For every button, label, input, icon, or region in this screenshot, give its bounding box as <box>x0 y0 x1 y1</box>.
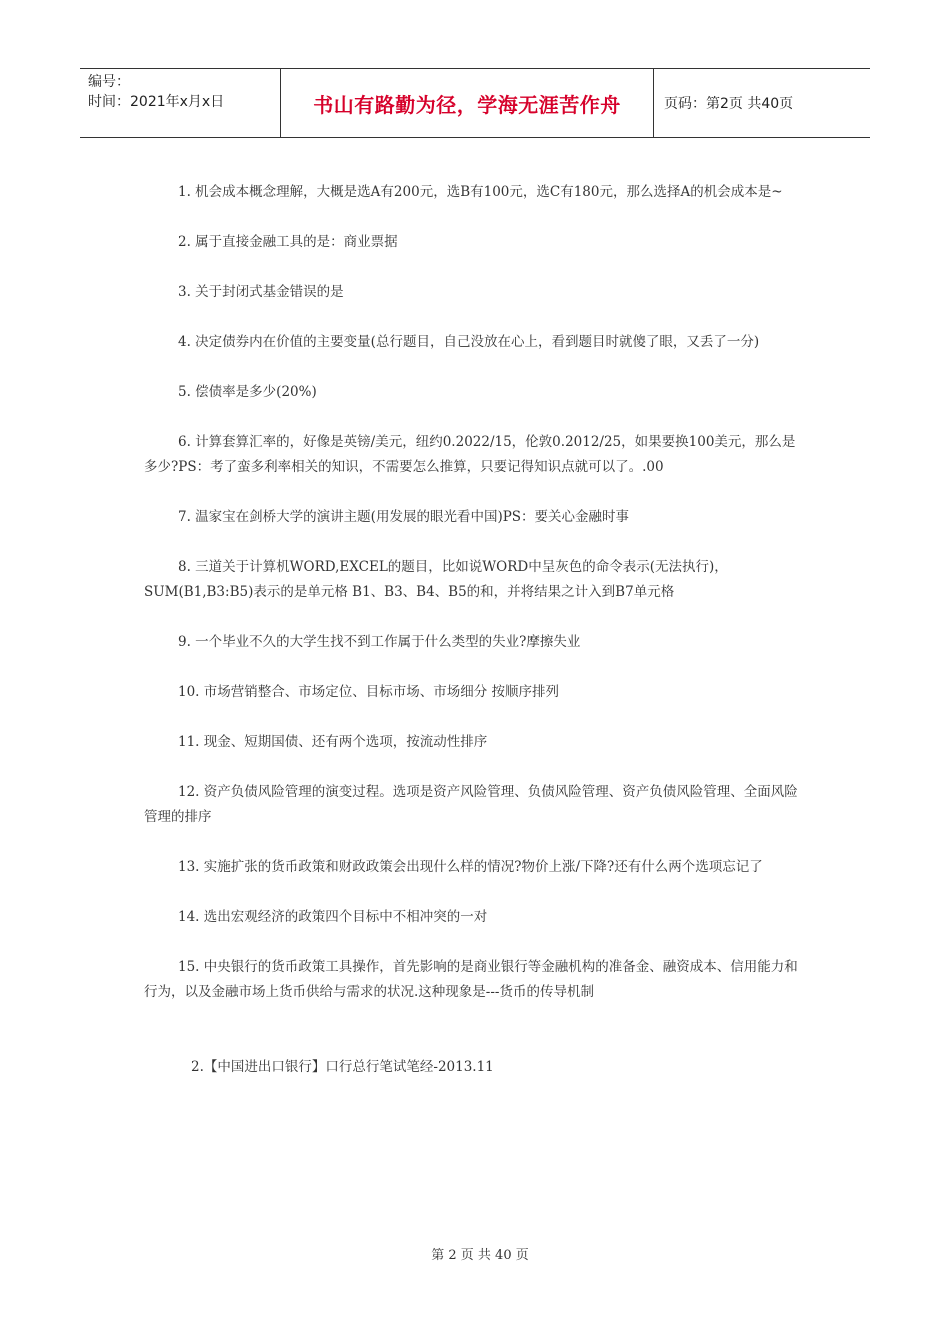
question-item: 3. 关于封闭式基金错误的是 <box>178 284 344 300</box>
page-header <box>80 68 870 138</box>
header-motto: 书山有路勤为径，学海无涯苦作舟 <box>281 69 654 137</box>
question-item: 10. 市场营销整合、市场定位、目标市场、市场细分 按顺序排列 <box>178 684 560 700</box>
question-item: 15. 中央银行的货币政策工具操作，首先影响的是商业银行等金融机构的准备金、融资成本、信用能力和行为，以及金融市场上货币供给与需求的状况.这种现象是---货币的传导机制 <box>144 959 798 1000</box>
question-item: 6. 计算套算汇率的，好像是英镑/美元，纽约0.2022/15，伦敦0.2012/25，如果要换100美元，那么是多少?PS：考了蛮多利率相关的知识，不需要怎么推算，只要记得知识点就可以了。.00 <box>144 434 796 475</box>
document-date: 时间：2021年x月x日 <box>88 94 225 110</box>
question-item: 4. 决定债券内在价值的主要变量(总行题目，自己没放在心上，看到题目时就傻了眼，又丢了一分) <box>178 334 760 350</box>
question-item: 7. 温家宝在剑桥大学的演讲主题(用发展的眼光看中国)PS：要关心金融时事 <box>178 509 630 525</box>
question-item: 11. 现金、短期国债、还有两个选项，按流动性排序 <box>178 734 488 750</box>
question-item: 12. 资产负债风险管理的演变过程。选项是资产风险管理、负债风险管理、资产负债风险管理、全面风险管理的排序 <box>144 784 798 825</box>
question-item: 5. 偿债率是多少(20%) <box>178 384 317 400</box>
question-item: 13. 实施扩张的货币政策和财政政策会出现什么样的情况?物价上涨/下降?还有什么两个选项忘记了 <box>178 859 763 875</box>
question-item: 9. 一个毕业不久的大学生找不到工作属于什么类型的失业?摩擦失业 <box>178 634 581 650</box>
page-footer <box>0 1244 950 1263</box>
header-meta <box>80 69 281 137</box>
document-number: 编号： <box>88 74 130 90</box>
question-item: 8. 三道关于计算机WORD,EXCEL的题目，比如说WORD中呈灰色的命令表示(无法执行)，SUM(B1,B3:B5)表示的是单元格 B1、B3、B4、B5的和，并将结果之计入到B7单元格 <box>144 559 728 600</box>
question-item: 2. 属于直接金融工具的是：商业票据 <box>178 234 398 250</box>
section-heading: 2.【中国进出口银行】口行总行笔试笔经-2013.11 <box>191 1059 494 1075</box>
page-number: 第 2 页 共 40 页 <box>431 1248 529 1263</box>
question-item: 14. 选出宏观经济的政策四个目标中不相冲突的一对 <box>178 909 488 925</box>
header-page-info: 页码：第2页 共40页 <box>664 96 794 112</box>
document-body <box>144 180 808 1105</box>
question-item: 1. 机会成本概念理解，大概是选A有200元，选B有100元，选C有180元，那么选择A的机会成本是~ <box>178 184 783 200</box>
